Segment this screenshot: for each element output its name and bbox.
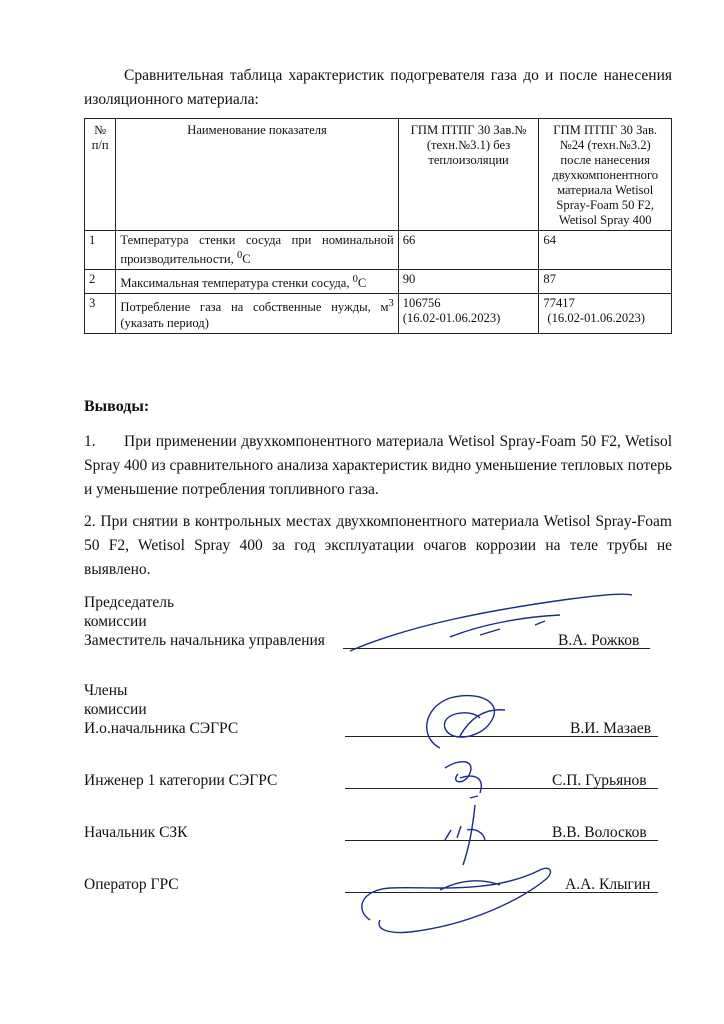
member-name: В.И. Мазаев xyxy=(570,720,652,737)
conclusion-item-1: 1. При применении двухкомпонентного материала Wetisol Spray-Foam 50 F2, Wetisol Spray 400 из сравнительного анализа характеристик видно уменьшение тепловых потерь и уменьшение потребления топливного газа. xyxy=(84,433,672,498)
row-after: 77417 (16.02-01.06.2023) xyxy=(539,294,672,333)
member-signature xyxy=(350,850,570,940)
row-name: Потребление газа на собственные нужды, $м^3$ (указать период) xyxy=(116,294,398,333)
member-signature xyxy=(430,748,510,808)
member-name: А.А. Клыгин xyxy=(565,876,651,893)
chair-label-1: Председатель xyxy=(84,594,175,611)
row-name: Максимальная температура стенки сосуда, $^0$C xyxy=(116,270,398,294)
row-after: 87 xyxy=(539,270,672,294)
row-after: 64 xyxy=(539,231,672,270)
chair-position: Заместитель начальника управления xyxy=(84,632,325,649)
comparison-table xyxy=(84,118,672,334)
member-name: С.П. Гурьянов xyxy=(552,772,647,789)
row-before: 66 xyxy=(398,231,539,270)
members-label-2: комиссии xyxy=(84,701,147,718)
chair-signature xyxy=(330,585,640,665)
table-row xyxy=(85,294,672,333)
member-position: Оператор ГРС xyxy=(84,876,179,893)
members-label-1: Члены xyxy=(84,682,128,699)
table-header-row xyxy=(85,119,672,231)
chair-name: В.А. Рожков xyxy=(558,632,640,649)
header-name: Наименование показателя xyxy=(116,119,398,231)
header-after: ГПМ ПТПГ 30 Зав.№24 (техн.№3.2) после нанесения двухкомпонентного материала Wetisol Spray-Foam 50 F2, Wetisol Spray 400 xyxy=(539,119,672,231)
row-num: 2 xyxy=(85,270,116,294)
conclusion-item-2: 2. При снятии в контрольных местах двухкомпонентного материала Wetisol Spray-Foam 50 F2, Wetisol Spray 400 за год эксплуатации очагов коррозии на теле трубы не выявлено. xyxy=(84,513,672,578)
row-before: 90 xyxy=(398,270,539,294)
table-row xyxy=(85,231,672,270)
conclusions-title: Выводы: xyxy=(84,398,150,415)
header-num: № п/п xyxy=(85,119,116,231)
row-num: 3 xyxy=(85,294,116,333)
header-before: ГПМ ПТПГ 30 Зав.№ (техн.№3.1) без теплоизоляции xyxy=(398,119,539,231)
chair-label-2: комиссии xyxy=(84,613,147,630)
row-num: 1 xyxy=(85,231,116,270)
member-position: Инженер 1 категории СЭГРС xyxy=(84,772,278,789)
member-name: В.В. Волосков xyxy=(552,824,647,841)
intro-text: Сравнительная таблица характеристик подогревателя газа до и после нанесения изоляционного материала: xyxy=(84,67,672,108)
row-before: 106756 (16.02-01.06.2023) xyxy=(398,294,539,333)
table-row xyxy=(85,270,672,294)
member-position: И.о.начальника СЭГРС xyxy=(84,720,239,737)
member-position: Начальник СЗК xyxy=(84,824,188,841)
row-name: Температура стенки сосуда при номинальной производительности, $^0$C xyxy=(116,231,398,270)
